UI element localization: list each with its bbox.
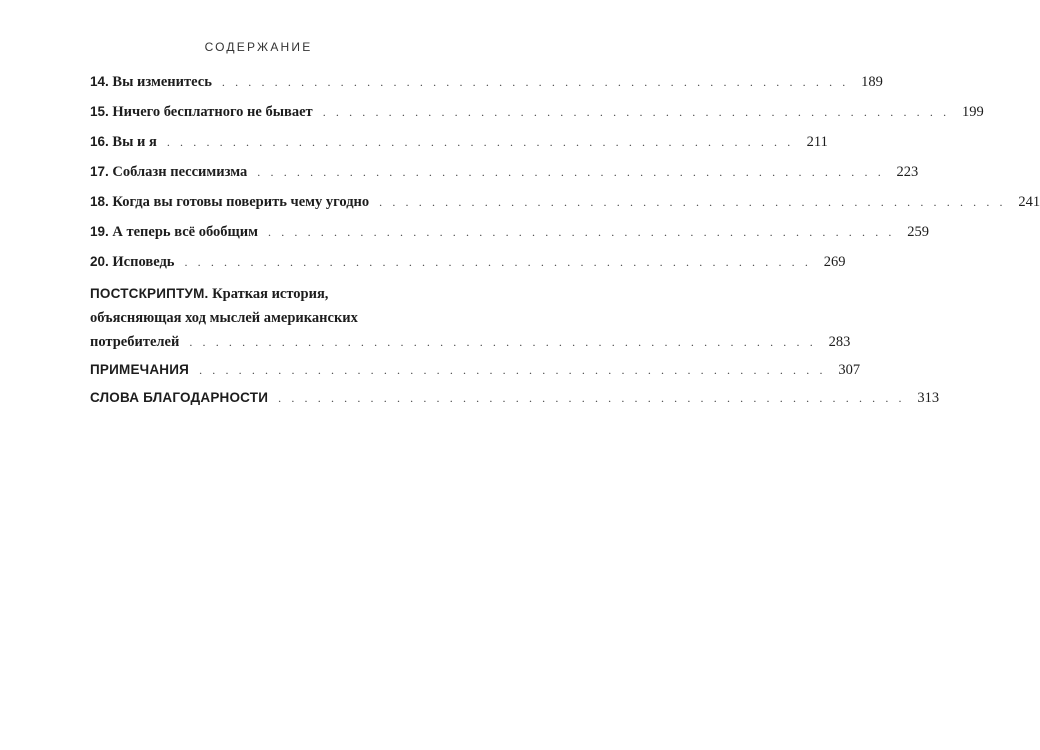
toc-entry-page: 211 [806, 134, 828, 150]
dot-leader: . . . . . . . . . . . . . . . . . . . . . . . . . . . . . . . . . . . . . . . . . . . . . . . . [322, 105, 950, 119]
toc-entry-title: Вы и я [112, 134, 157, 150]
toc-entry-page: 313 [917, 390, 940, 406]
toc-entry-title: А теперь всё обобщим [112, 224, 258, 240]
toc-entry-number: 20. [90, 254, 109, 269]
acknowledgements-label: СЛОВА БЛАГОДАРНОСТИ [90, 390, 269, 405]
toc-entry-title: Исповедь [112, 254, 175, 270]
toc-entry-page: 223 [896, 164, 919, 180]
toc-entry-number: 16. [90, 134, 109, 149]
toc-entry-page: 269 [823, 254, 846, 270]
toc-entry-title: Когда вы готовы поверить чему угодно [112, 194, 370, 210]
dot-leader: . . . . . . . . . . . . . . . . . . . . . . . . . . . . . . . . . . . . . . . . . . . . . . . . [221, 75, 849, 89]
toc-entry-number: 14. [90, 74, 109, 89]
toc-entry-title: Соблазн пессимизма [112, 164, 248, 180]
toc-entry-page: 189 [861, 74, 883, 90]
toc-entry-17[interactable] [90, 160, 919, 184]
toc-entry-number: 17. [90, 164, 109, 179]
toc-entry-postscript[interactable] [90, 282, 851, 354]
dot-leader: . . . . . . . . . . . . . . . . . . . . . . . . . . . . . . . . . . . . . . . . . . . . . . . . [189, 335, 817, 349]
toc-entry-18[interactable] [90, 190, 1040, 214]
toc-entry-number: 19. [90, 224, 109, 239]
toc-entry-14[interactable] [90, 70, 883, 94]
toc-entry-notes[interactable] [90, 358, 861, 382]
toc-entry-19[interactable] [90, 220, 929, 244]
toc-entry-16[interactable] [90, 130, 828, 154]
dot-leader: . . . . . . . . . . . . . . . . . . . . . . . . . . . . . . . . . . . . . . . . . . . . . . . . [199, 363, 827, 377]
postscript-label: ПОСТСКРИПТУМ. [90, 286, 209, 301]
toc-entry-page: 307 [838, 362, 861, 378]
toc-entry-page: 283 [828, 334, 851, 350]
dot-leader: . . . . . . . . . . . . . . . . . . . . . . . . . . . . . . . . . . . . . . . . . . . . . . . . [268, 225, 895, 239]
running-head: СОДЕРЖАНИЕ [204, 40, 313, 54]
toc-entry-20[interactable] [90, 250, 846, 274]
dot-leader: . . . . . . . . . . . . . . . . . . . . . . . . . . . . . . . . . . . . . . . . . . . . . . . . [379, 195, 1007, 209]
dot-leader: . . . . . . . . . . . . . . . . . . . . . . . . . . . . . . . . . . . . . . . . . . . . . . . . [257, 165, 885, 179]
postscript-title-line-3: потребителей [90, 334, 180, 350]
notes-label: ПРИМЕЧАНИЯ [90, 362, 190, 377]
dot-leader: . . . . . . . . . . . . . . . . . . . . . . . . . . . . . . . . . . . . . . . . . . . . . . . . [166, 135, 794, 149]
toc-entry-title: Ничего бесплатного не бывает [112, 104, 313, 120]
dot-leader: . . . . . . . . . . . . . . . . . . . . . . . . . . . . . . . . . . . . . . . . . . . . . . . . [184, 255, 812, 269]
postscript-title-line-2: объясняющая ход мыслей американских [90, 310, 358, 326]
toc-entry-15[interactable] [90, 100, 984, 124]
postscript-title-line-1: Краткая история, [212, 286, 329, 302]
toc-entry-page: 199 [961, 104, 984, 120]
toc-entry-number: 18. [90, 194, 109, 209]
toc-entry-page: 259 [907, 224, 929, 240]
toc-entry-title: Вы изменитесь [112, 74, 212, 90]
toc-entry-number: 15. [90, 104, 109, 119]
toc-entry-page: 241 [1018, 194, 1040, 210]
toc-entry-acknowledgements[interactable] [90, 386, 940, 410]
dot-leader: . . . . . . . . . . . . . . . . . . . . . . . . . . . . . . . . . . . . . . . . . . . . . . . . [278, 391, 906, 405]
